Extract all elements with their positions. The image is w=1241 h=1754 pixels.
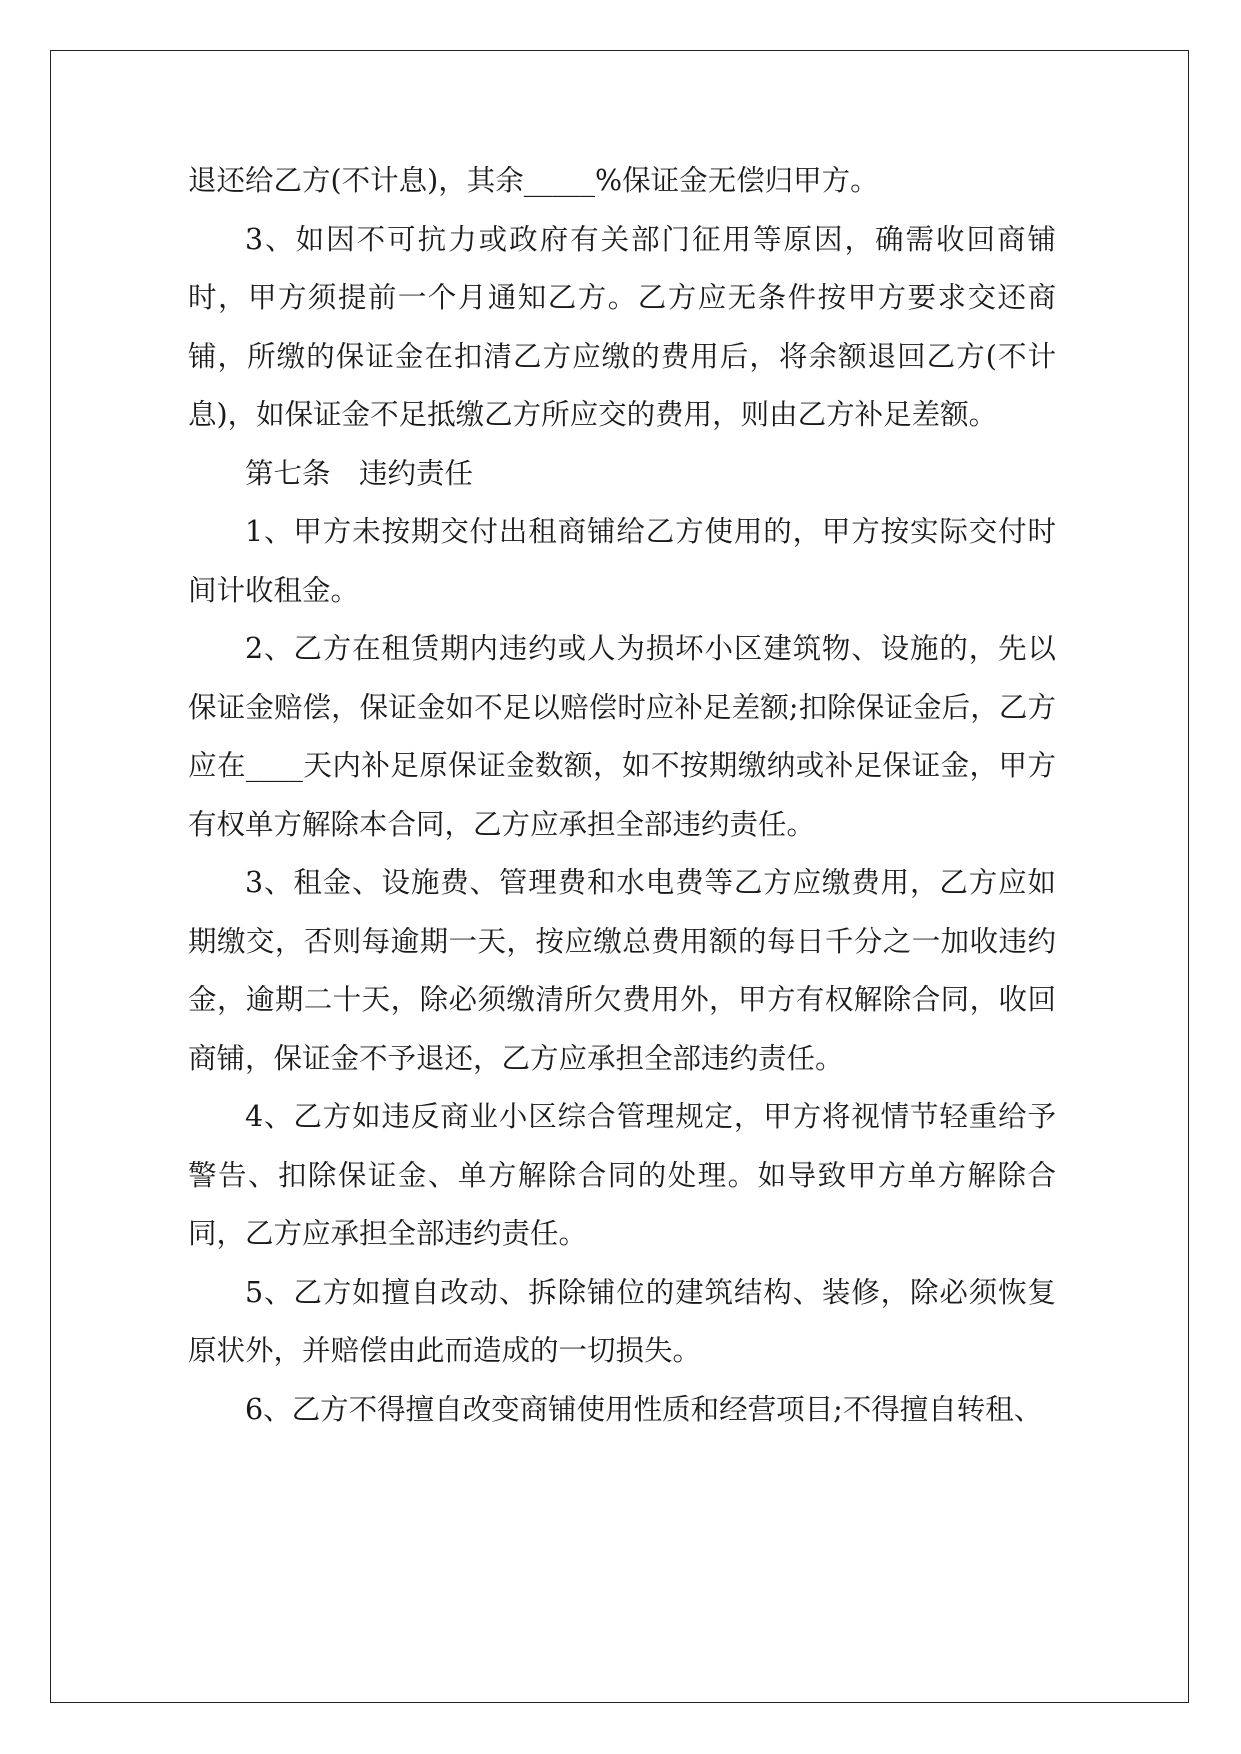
paragraph-force-majeure: 3、如因不可抗力或政府有关部门征用等原因，确需收回商铺时，甲方须提前一个月通知乙方。乙方应无条件按甲方要求交还商铺，所缴的保证金在扣清乙方应缴的费用后，将余额退回乙方(不计息)，如保证金不足抵缴乙方所应交的费用，则由乙方补足差额。	[188, 222, 1056, 431]
section-heading-breach: 第七条 违约责任	[245, 456, 474, 490]
paragraph-clause-4: 4、乙方如违反商业小区综合管理规定，甲方将视情节轻重给予警告、扣除保证金、单方解除合同的处理。如导致甲方单方解除合同，乙方应承担全部违约责任。	[188, 1100, 1056, 1250]
paragraph-clause-5: 5、乙方如擅自改动、拆除铺位的建筑结构、装修，除必须恢复原状外，并赔偿由此而造成的一切损失。	[188, 1275, 1056, 1367]
paragraph-clause-2: 2、乙方在租赁期内违约或人为损坏小区建筑物、设施的，先以保证金赔偿，保证金如不足以赔偿时应补足差额;扣除保证金后，乙方应在____天内补足原保证金数额，如不按期缴纳或补足保证金，甲方有权单方解除本合同，乙方应承担全部违约责任。	[188, 632, 1056, 841]
paragraph-clause-3: 3、租金、设施费、管理费和水电费等乙方应缴费用，乙方应如期缴交，否则每逾期一天，按应缴总费用额的每日千分之一加收违约金，逾期二十天，除必须缴清所欠费用外，甲方有权解除合同，收回商铺，保证金不予退还，乙方应承担全部违约责任。	[188, 866, 1056, 1075]
document-body	[188, 152, 1056, 1439]
paragraph-clause-1: 1、甲方未按期交付出租商铺给乙方使用的，甲方按实际交付时间计收租金。	[188, 515, 1056, 607]
paragraph-clause-6: 6、乙方不得擅自改变商铺使用性质和经营项目;不得擅自转租、	[245, 1392, 1043, 1426]
paragraph-deposit-refund: 退还给乙方(不计息)，其余_____%保证金无偿归甲方。	[188, 164, 879, 197]
